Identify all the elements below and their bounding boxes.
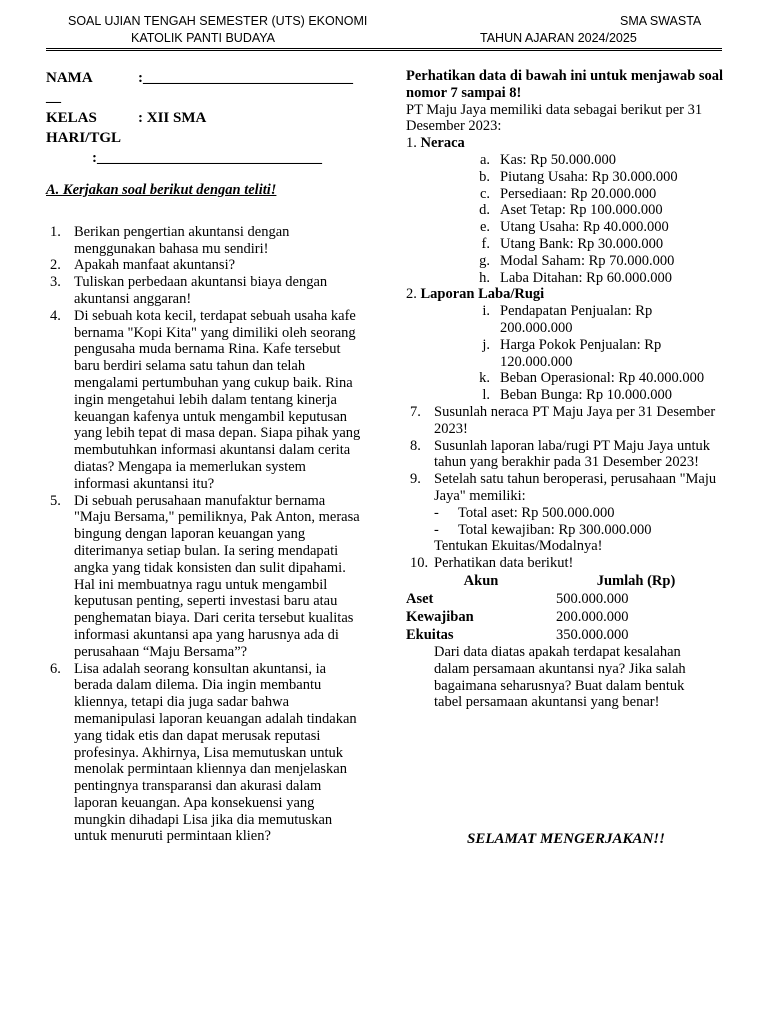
q9-tail: Tentukan Ekuitas/Modalnya! — [434, 538, 603, 555]
laba-rugi-list — [406, 303, 726, 404]
table-header-jumlah: Jumlah (Rp) — [596, 572, 676, 589]
q9-item: - Total kewajiban: Rp 300.000.000 — [434, 521, 652, 538]
table-cell-akun: Kewajiban — [406, 608, 474, 625]
hari-blank[interactable]: :______________________________ — [92, 150, 322, 166]
question-8: 8. Susunlah laporan laba/rugi PT Maju Jaya untuk tahun yang berakhir pada 31 Desember 2023! — [410, 437, 710, 471]
questions-left-list — [46, 224, 364, 845]
equation-table — [406, 572, 716, 644]
question-1: 1. Berikan pengertian akuntansi dengan menggunakan bahasa mu sendiri! — [50, 223, 290, 257]
section-a-heading: A. Kerjakan soal berikut dengan teliti! — [46, 182, 277, 198]
header-year: TAHUN AJARAN 2024/2025 — [480, 31, 637, 45]
nama-label: NAMA — [46, 70, 93, 86]
laba-rugi-item: i. Pendapatan Penjualan: Rp 200.000.000 — [482, 303, 653, 336]
left-column — [46, 68, 364, 845]
question-6: 6. Lisa adalah seorang konsultan akuntansi, ia berada dalam dilema. Dia ingin membantu kliennya, tetapi dia juga sadar bahwa memanipulasi laporan keuangan adalah tindakan yang tidak etis dan dapat merusak reputasi profesinya. Akhirnya, Lisa memutuskan untuk menolak permintaan kliennya dan menjelaskan pentingnya transparansi dan akurasi dalam laporan keuangan. Apa konsekuensi yang mungkin dihadapi Lisa jika dia memutuskan untuk menuruti permintaan klien? — [50, 660, 357, 845]
table-row — [406, 590, 716, 608]
table-cell-akun: Aset — [406, 590, 434, 607]
header-title-line2: KATOLIK PANTI BUDAYA — [131, 31, 276, 45]
header-rule-second — [46, 50, 722, 51]
question-3: 3. Tuliskan perbedaan akuntansi biaya dengan akuntansi anggaran! — [50, 274, 328, 307]
data-intro-heading: Perhatikan data di bawah ini untuk menjawab soal nomor 7 sampai 8! — [406, 68, 724, 101]
kelas-value: : XII SMA — [138, 110, 207, 126]
q9-item: - Total aset: Rp 500.000.000 — [434, 504, 615, 521]
nama-blank[interactable]: :____________________________ — [138, 70, 353, 86]
neraca-item: f. Utang Bank: Rp 30.000.000 — [481, 235, 664, 252]
neraca-item: b. Piutang Usaha: Rp 30.000.000 — [479, 168, 678, 185]
laba-rugi-heading: 2. Laporan Laba/Rugi — [406, 286, 545, 303]
hari-row — [46, 128, 364, 148]
neraca-heading: 1. Neraca — [406, 135, 465, 152]
hari-label: HARI/TGL — [46, 130, 122, 146]
table-cell-jumlah: 350.000.000 — [556, 626, 629, 643]
data-intro: PT Maju Jaya memiliki data sebagai berikut per 31 Desember 2023: — [406, 101, 703, 135]
right-column — [406, 68, 726, 848]
nama-row — [46, 68, 364, 88]
header-rule — [46, 48, 722, 49]
neraca-item: g. Modal Saham: Rp 70.000.000 — [479, 252, 675, 269]
question-9: 9. Setelah satu tahun beroperasi, perusahaan "Maju Jaya" memiliki: — [410, 471, 717, 504]
table-cell-jumlah: 200.000.000 — [556, 608, 629, 625]
question-2: 2. Apakah manfaat akuntansi? — [50, 257, 236, 274]
neraca-item: h. Laba Ditahan: Rp 60.000.000 — [479, 269, 672, 286]
table-row — [406, 608, 716, 626]
neraca-list — [406, 152, 726, 286]
closing-message: SELAMAT MENGERJAKAN!! — [467, 831, 665, 848]
neraca-item: a. Kas: Rp 50.000.000 — [479, 151, 616, 168]
table-header-akun: Akun — [463, 572, 499, 589]
neraca-item: d. Aset Tetap: Rp 100.000.000 — [479, 202, 663, 219]
header-title-line1: SOAL UJIAN TENGAH SEMESTER (UTS) EKONOMI — [68, 14, 368, 28]
table-row — [406, 626, 716, 644]
table-cell-jumlah: 500.000.000 — [556, 590, 629, 607]
neraca-item: e. Utang Usaha: Rp 40.000.000 — [479, 219, 669, 236]
question-4: 4. Di sebuah kota kecil, terdapat sebuah usaha kafe bernama "Kopi Kita" yang dimiliki oleh seorang pengusaha muda bernama Rina. Kafe tersebut baru berdiri selama satu tahun dan telah mengalami pertumbuhan yang cukup baik. Rina ingin mengetahui lebih dalam tentang kinerja keuangan kafenya untuk mengambil keputusan yang lebih tepat di masa depan. Siapa pihak yang membutuhkan informasi akuntansi dalam cerita diatas? Mengapa ia memerlukan system informasi akuntansi itu? — [50, 307, 361, 492]
nama-blank-wrap: __ — [46, 89, 61, 105]
question-7: 7. Susunlah neraca PT Maju Jaya per 31 Desember 2023! — [410, 403, 716, 437]
kelas-label: KELAS — [46, 110, 97, 126]
header-school: SMA SWASTA — [620, 14, 702, 28]
question-10: 10. Perhatikan data berikut! — [410, 555, 574, 572]
q10-tail: Dari data diatas apakah terdapat kesalahan dalam persamaan akuntansi nya? Jika salah bagaimana seharusnya? Buat dalam bentuk tabel persamaan akuntansi yang benar! — [434, 643, 686, 711]
table-header-row — [406, 572, 716, 590]
laba-rugi-item: k. Beban Operasional: Rp 40.000.000 — [479, 370, 705, 387]
laba-rugi-item: j. Harga Pokok Penjualan: Rp 120.000.000 — [482, 336, 662, 370]
question-10-list — [406, 555, 726, 572]
questions-right-list — [406, 404, 726, 505]
question-5: 5. Di sebuah perusahaan manufaktur bernama "Maju Bersama," pemiliknya, Pak Anton, merasa bingung dengan laporan keuangan yang diterimanya setiap bulan. Ia sering mendapati angka yang tidak konsisten dan sulit dipahami. Hal ini membuatnya ragu untuk mengambil keputusan penting, seperti investasi baru atau penghematan biaya. Dari cerita tersebut kualitas informasi akuntansi apa yang harusnya ada di perusahaan “Maju Bersama”? — [50, 492, 360, 660]
laba-rugi-item: l. Beban Bunga: Rp 10.000.000 — [482, 387, 672, 404]
kelas-row — [46, 108, 364, 128]
table-cell-akun: Ekuitas — [406, 626, 454, 643]
neraca-item: c. Persediaan: Rp 20.000.000 — [479, 185, 657, 202]
